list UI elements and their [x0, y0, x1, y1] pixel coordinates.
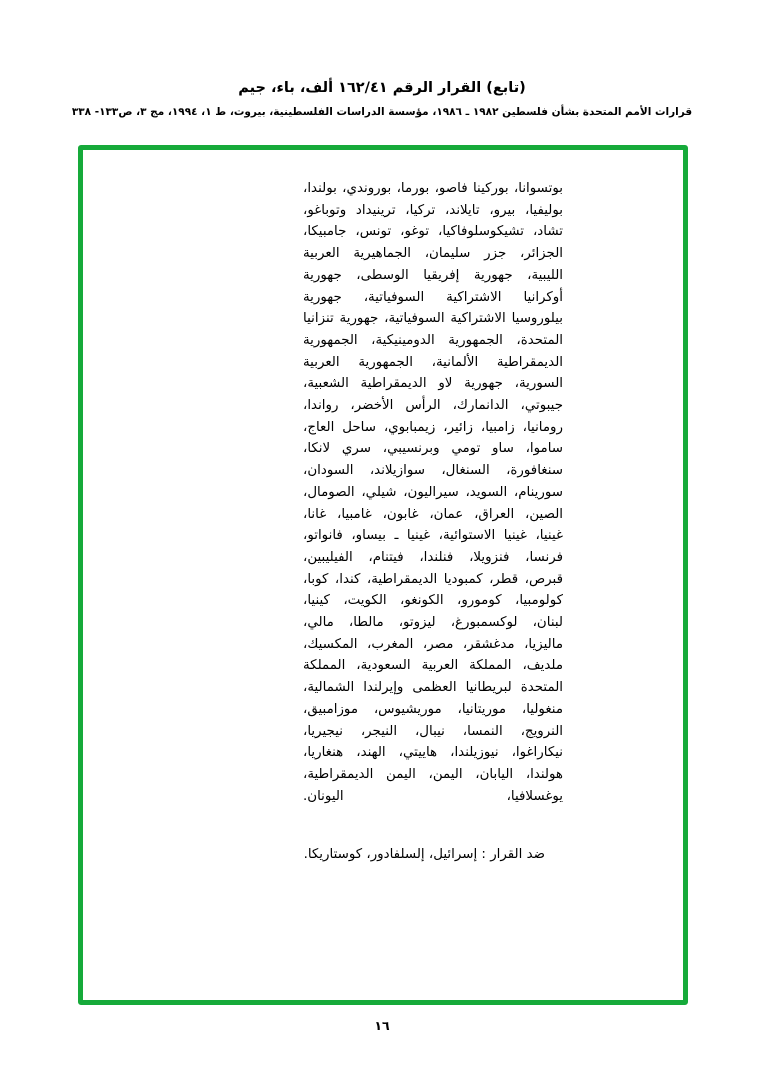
source-citation: قرارات الأمم المتحدة بشأن فلسطين ١٩٨٢ ـ ١٩٨٦، مؤسسة الدراسات الفلسطينية، بيروت، ط ١، ١٩٩٤، مج ٣، ص١٣٣- ٣٣٨ [71, 106, 693, 119]
resolution-body-paragraph: بوتسوانا، بوركينا فاصو، بورما، بوروندي، بولندا، بوليفيا، بيرو، تايلاند، تركيا، ترينيداد وتوباغو، تشاد، تشيكوسلوفاكيا، توغو، تونس، جامبيكا، الجزائر، جزر سليمان، الجماهيرية العربية الليبية، جهورية إفريقيا الوسطى، جهورية أوكرانيا الاشتراكية السوفياتية، جهورية بيلوروسيا الاشتراكية السوفياتية، جهورية تنزانيا المتحدة، الجمهورية الدومينيكية، الجمهورية الديمقراطية الألمانية، الجمهورية العربية السورية، جهورية لاو الديمقراطية الشعبية، جيبوتي، الدانمارك، الرأس الأخضر، رواندا، رومانيا، زامبيا، زائير، زيمبابوي، ساحل العاج، ساموا، ساو تومي وبرنسيبي، سري لانكا، سنغافورة، السنغال، سوازيلاند، السودان، سورينام، السويد، سيراليون، شيلي، الصومال، الصين، العراق، عمان، غابون، غامبيا، غانا، غينيا، غينيا الاستوائية، غينيا ـ بيساو، فانواتو، فرنسا، فنزويلا، فنلندا، فيتنام، الفيليبين، قبرص، قطر، كمبوديا الديمقراطية، كندا، كوبا، كولومبيا، كومورو، الكونغو، الكويت، كينيا، لبنان، لوكسمبورغ، ليزوتو، مالطا، مالي، ماليزيا، مدغشقر، مصر، المغرب، المكسيك، ملديف، المملكة العربية السعودية، المملكة المتحدة لبريطانيا العظمى وإيرلندا الشمالية، منغوليا، موريتانيا، موريشيوس، موزامبيق، النرويج، النمسا، نيبال، النيجر، نيجيريا، نيكاراغوا، نيوزيلندا، هاييتي، الهند، هنغاريا، هولندا، اليابان، اليمن، اليمن الديمقراطية، يوغسلافيا، اليونان. [303, 181, 563, 804]
page-number: ١٦ [374, 1018, 390, 1033]
content-frame [78, 145, 688, 1005]
against-resolution-line: ضد القرار : إسرائيل، إلسلفادور، كوستاريكا. [303, 847, 545, 862]
document-header [0, 78, 764, 120]
page-title: (تابع) القرار الرقم ١٦٢/٤١ ألف، باء، جيم [238, 80, 526, 96]
